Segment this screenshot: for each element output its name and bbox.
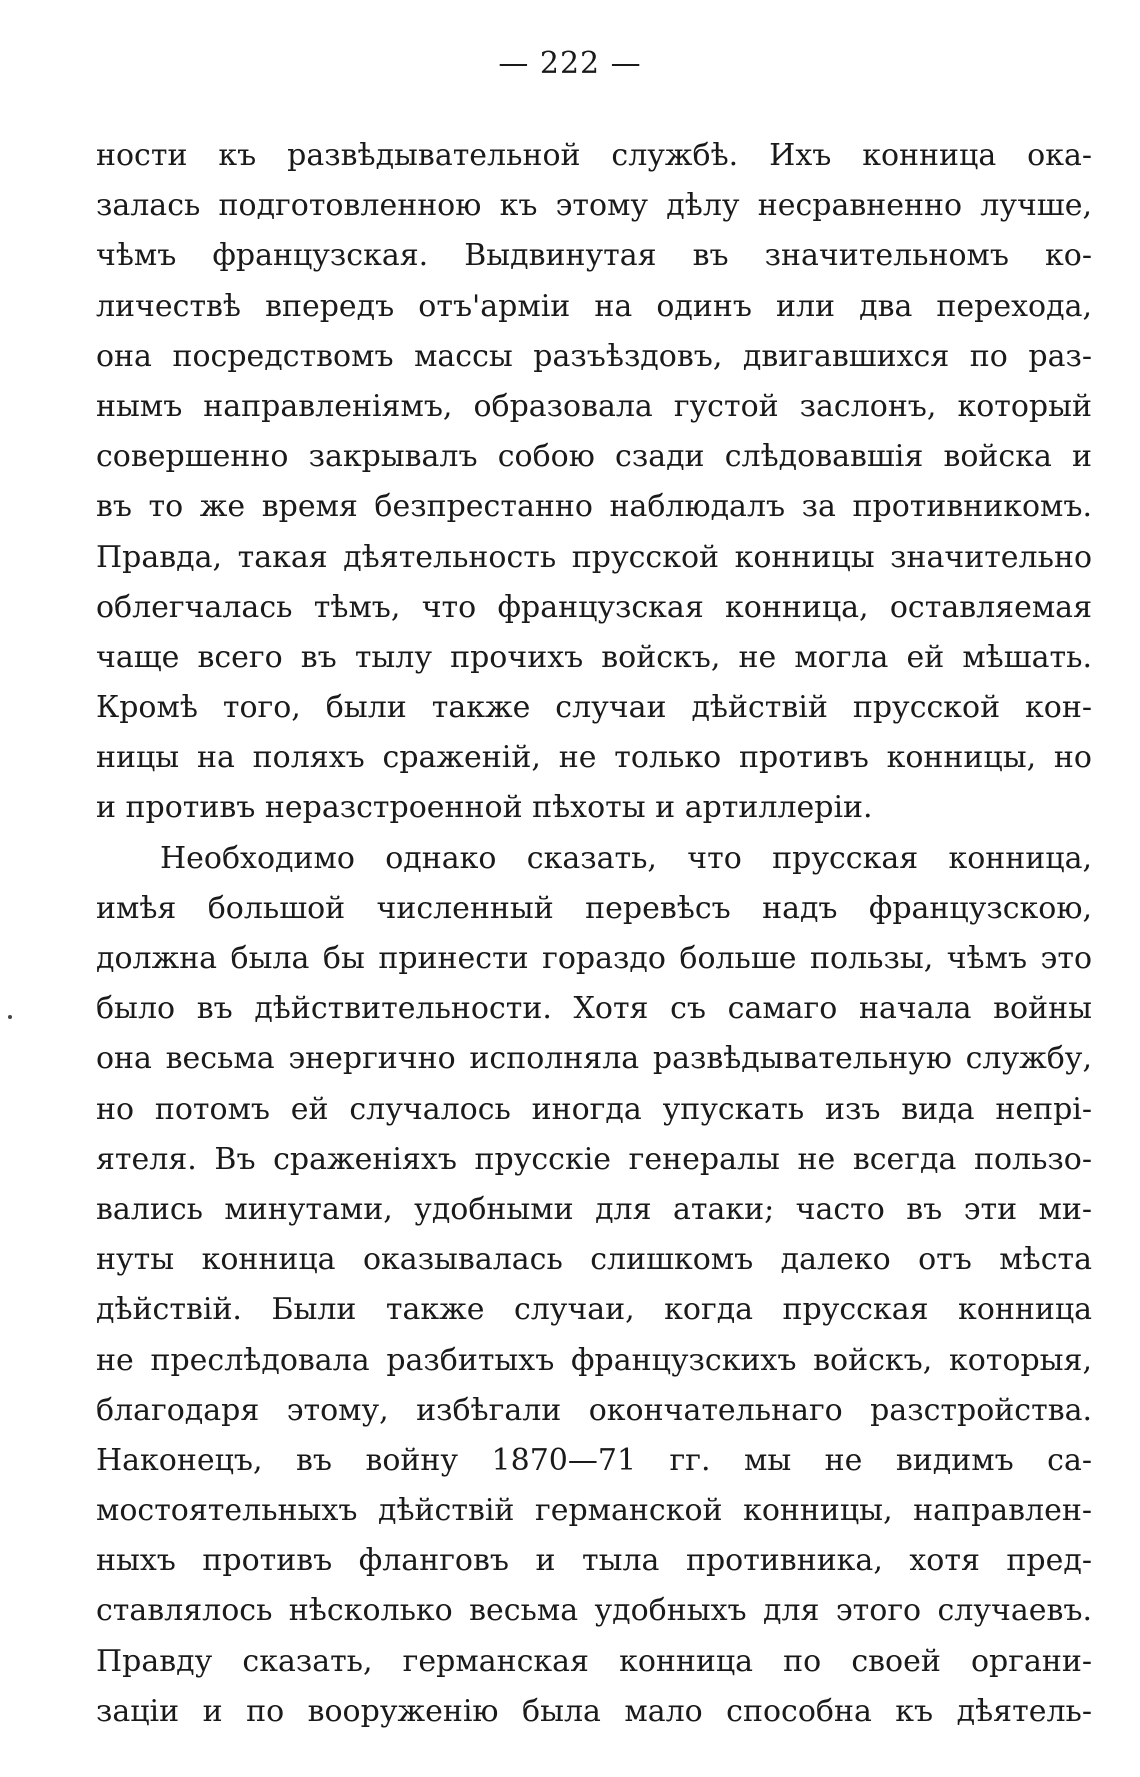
text-line: вались минутами, удобными для атаки; часто въ эти ми-	[96, 1191, 1092, 1227]
text-line: облегчалась тѣмъ, что французская конница, оставляемая	[96, 589, 1092, 625]
text-line: она весьма энергично исполняла развѣдывательную службу,	[96, 1041, 1092, 1077]
text-line: личествѣ впередъ отъ'арміи на одинъ или два перехода,	[96, 288, 1092, 324]
text-line: дѣйствій. Были также случаи, когда прусская конница	[96, 1292, 1092, 1328]
text-line: совершенно закрывалъ собою сзади слѣдовавшія войска и	[96, 439, 1092, 475]
text-line: залась подготовленною къ этому дѣлу несравненно лучше,	[96, 188, 1092, 224]
text-line: она посредствомъ массы разъѣздовъ, двигавшихся по раз-	[96, 338, 1092, 374]
text-line: Правду сказать, германская конница по своей органи-	[96, 1643, 1092, 1679]
text-line: чаще всего въ тылу прочихъ войскъ, не могла ей мѣшать.	[96, 639, 1092, 675]
text-line: Необходимо однако сказать, что прусская конница,	[160, 840, 1092, 876]
text-line: Наконецъ, въ войну 1870—71 гг. мы не видимъ са-	[96, 1442, 1092, 1478]
text-line: не преслѣдовала разбитыхъ французскихъ войскъ, которыя,	[96, 1342, 1092, 1378]
text-line: мостоятельныхъ дѣйствій германской конницы, направлен-	[96, 1493, 1092, 1529]
text-line: но потомъ ей случалось иногда упускать изъ вида непрі-	[96, 1091, 1092, 1127]
text-line: чѣмъ французская. Выдвинутая въ значительномъ ко-	[96, 238, 1092, 274]
text-line: было въ дѣйствительности. Хотя съ самаго начала войны	[96, 991, 1092, 1027]
text-line: ставлялось нѣсколько весьма удобныхъ для этого случаевъ.	[96, 1593, 1092, 1629]
text-line: Правда, такая дѣятельность прусской конницы значительно	[96, 539, 1092, 575]
text-line: должна была бы принести гораздо больше пользы, чѣмъ это	[96, 941, 1092, 976]
paragraph	[96, 131, 1092, 834]
text-line: благодаря этому, избѣгали окончательнаго разстройства.	[96, 1392, 1092, 1428]
text-line: нуты конница оказывалась слишкомъ далеко отъ мѣста	[96, 1242, 1092, 1278]
text-line: нымъ направленіямъ, образовала густой заслонъ, который	[96, 388, 1092, 424]
paragraph	[96, 834, 1092, 1737]
text-line: въ то же время безпрестанно наблюдалъ за противникомъ.	[96, 489, 1092, 525]
text-line: ныхъ противъ фланговъ и тыла противника, хотя пред-	[96, 1543, 1092, 1579]
page-number: — 222 —	[498, 46, 642, 81]
text-line: ности къ развѣдывательной службѣ. Ихъ конница ока-	[96, 138, 1092, 173]
text-line: Кромѣ того, были также случаи дѣйствій прусской кон-	[96, 690, 1092, 726]
body-text	[96, 131, 1092, 1737]
text-line: ятеля. Въ сраженіяхъ прусскіе генералы не всегда пользо-	[96, 1141, 1092, 1177]
text-line: ницы на поляхъ сраженій, не только противъ конницы, но	[96, 740, 1092, 776]
text-line: и противъ неразстроенной пѣхоты и артиллеріи.	[96, 790, 873, 826]
text-line: имѣя большой численный перевѣсъ надъ французскою,	[96, 890, 1092, 926]
margin-mark	[8, 1015, 12, 1019]
text-line: заціи и по вооруженію была мало способна къ дѣятель-	[96, 1693, 1092, 1729]
